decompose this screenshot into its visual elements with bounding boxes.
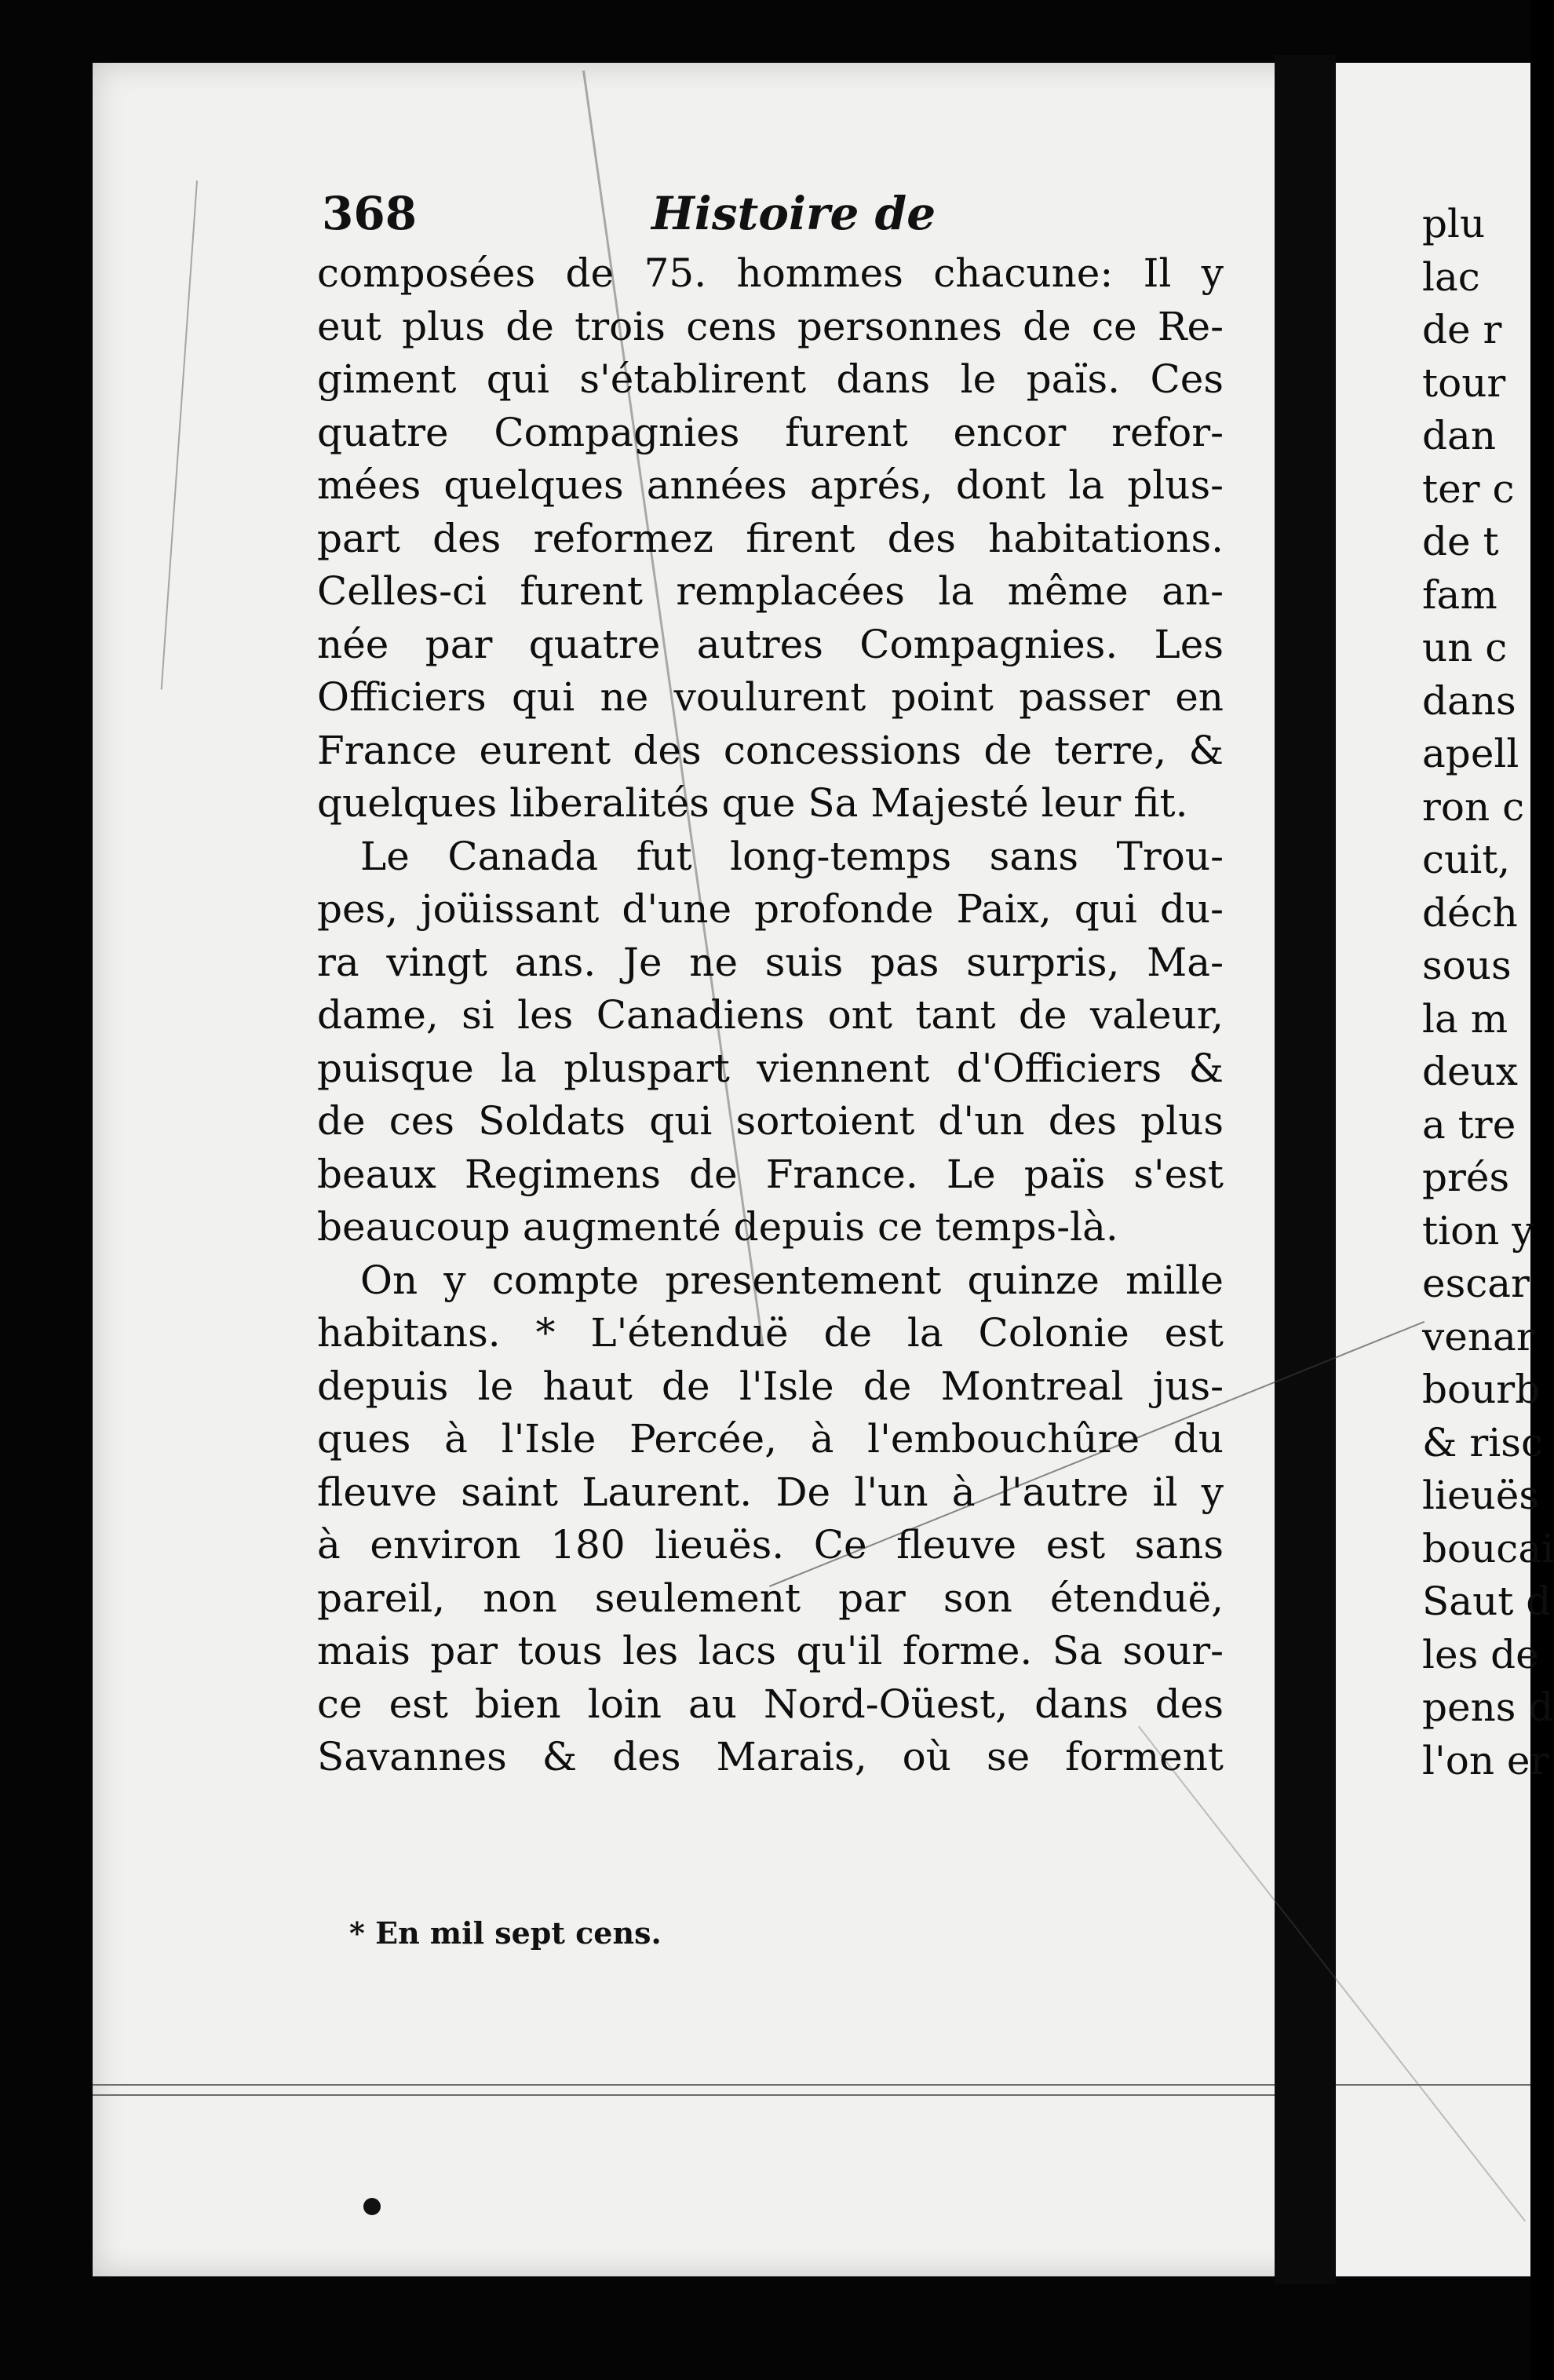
right-text-line: l'on er [1422,1737,1549,1783]
right-text-line: dan [1422,413,1497,458]
right-text-line: cuit, [1422,837,1511,882]
page-rule [93,2094,1275,2096]
text-line: de ces Soldats qui sortoient d'un des plus [317,1098,1224,1144]
text-line: pes, joüissant d'une profonde Paix, qui du- [317,886,1224,932]
right-text-line: tion y [1422,1207,1534,1254]
footnote: * En mil sept cens. [349,1915,662,1951]
right-text-line: Saut d [1422,1579,1552,1624]
right-text-line: boucai [1422,1525,1554,1571]
right-text-line: apell [1422,731,1519,776]
text-line: dame, si les Canadiens ont tant de valeur, [317,992,1224,1038]
right-text-line: ter c [1422,465,1515,512]
right-text-line: lieuës [1422,1473,1540,1518]
text-line: quatre Compagnies furent encor refor- [317,409,1224,455]
right-text-line: lac [1422,254,1480,300]
page-rule [93,2084,1275,2086]
right-text-line: venar [1422,1313,1535,1360]
text-line: puisque la pluspart viennent d'Officiers & [317,1045,1224,1091]
text-line: ce est bien loin au Nord-Oüest, dans des [317,1681,1224,1727]
right-text-line: les de [1422,1631,1539,1677]
text-line: Savannes & des Marais, où se forment [317,1734,1224,1780]
right-text-line: de t [1422,519,1499,564]
text-line: eut plus de trois cens personnes de ce Re- [317,303,1224,349]
book-gutter [1275,55,1336,2284]
right-text-line: prés [1422,1155,1510,1200]
text-line: On y compte presentement quinze mille [360,1257,1224,1303]
text-line: depuis le haut de l'Isle de Montreal jus- [317,1363,1224,1409]
page-number: 368 [322,187,418,240]
text-line: quelques liberalités que Sa Majesté leur fit. [317,780,1188,826]
right-text-line: ron c [1422,783,1525,830]
right-page-text [1422,198,1554,1787]
text-line: à environ 180 lieuës. Ce fleuve est sans [317,1522,1224,1568]
page-rule [1336,2084,1530,2086]
ink-spot [363,2198,381,2215]
text-line: composées de 75. hommes chacune: Il y [317,250,1224,296]
text-line: née par quatre autres Compagnies. Les [317,621,1224,667]
text-line: giment qui s'établirent dans le païs. Ces [317,356,1224,402]
text-line: pareil, non seulement par son étenduë, [317,1575,1224,1621]
text-line: France eurent des concessions de terre, & [317,727,1224,773]
running-title: Histoire de [651,187,936,240]
right-text-line: un c [1422,625,1508,670]
right-text-line: tour [1422,360,1506,406]
right-text-line: sous [1422,943,1512,988]
main-text-block [317,247,1224,1784]
text-line: mais par tous les lacs qu'il forme. Sa sour- [317,1628,1224,1674]
right-text-line: escar [1422,1261,1530,1306]
right-text-line: de r [1422,307,1502,352]
right-text-line: pens d [1422,1685,1554,1730]
right-text-line: déch [1422,889,1518,936]
text-line: ra vingt ans. Je ne suis pas surpris, Ma- [317,939,1224,985]
right-text-line: & risc [1422,1419,1543,1466]
right-text-line: fam [1422,571,1497,618]
text-line: habitans. * L'étenduë de la Colonie est [317,1310,1224,1356]
text-line: beaucoup augmenté depuis ce temps-là. [317,1204,1118,1250]
right-text-line: dans [1422,677,1516,724]
right-text-line: a tre [1422,1101,1516,1148]
right-text-line: plu [1422,201,1486,246]
text-line: ques à l'Isle Percée, à l'embouchûre du [317,1416,1224,1462]
text-line: part des reformez firent des habitations. [317,515,1224,561]
text-line: beaux Regimens de France. Le païs s'est [317,1151,1224,1197]
text-line: Celles-ci furent remplacées la même an- [317,568,1224,614]
text-line: fleuve saint Laurent. De l'un à l'autre il y [317,1469,1224,1515]
text-line: mées quelques années aprés, dont la plus- [317,462,1224,508]
right-text-line: deux [1422,1049,1518,1094]
right-text-line: la m [1422,995,1508,1042]
text-line: Le Canada fut long-temps sans Trou- [360,833,1224,879]
right-text-line: bourb [1422,1367,1541,1412]
text-line: Officiers qui ne voulurent point passer en [317,674,1224,720]
